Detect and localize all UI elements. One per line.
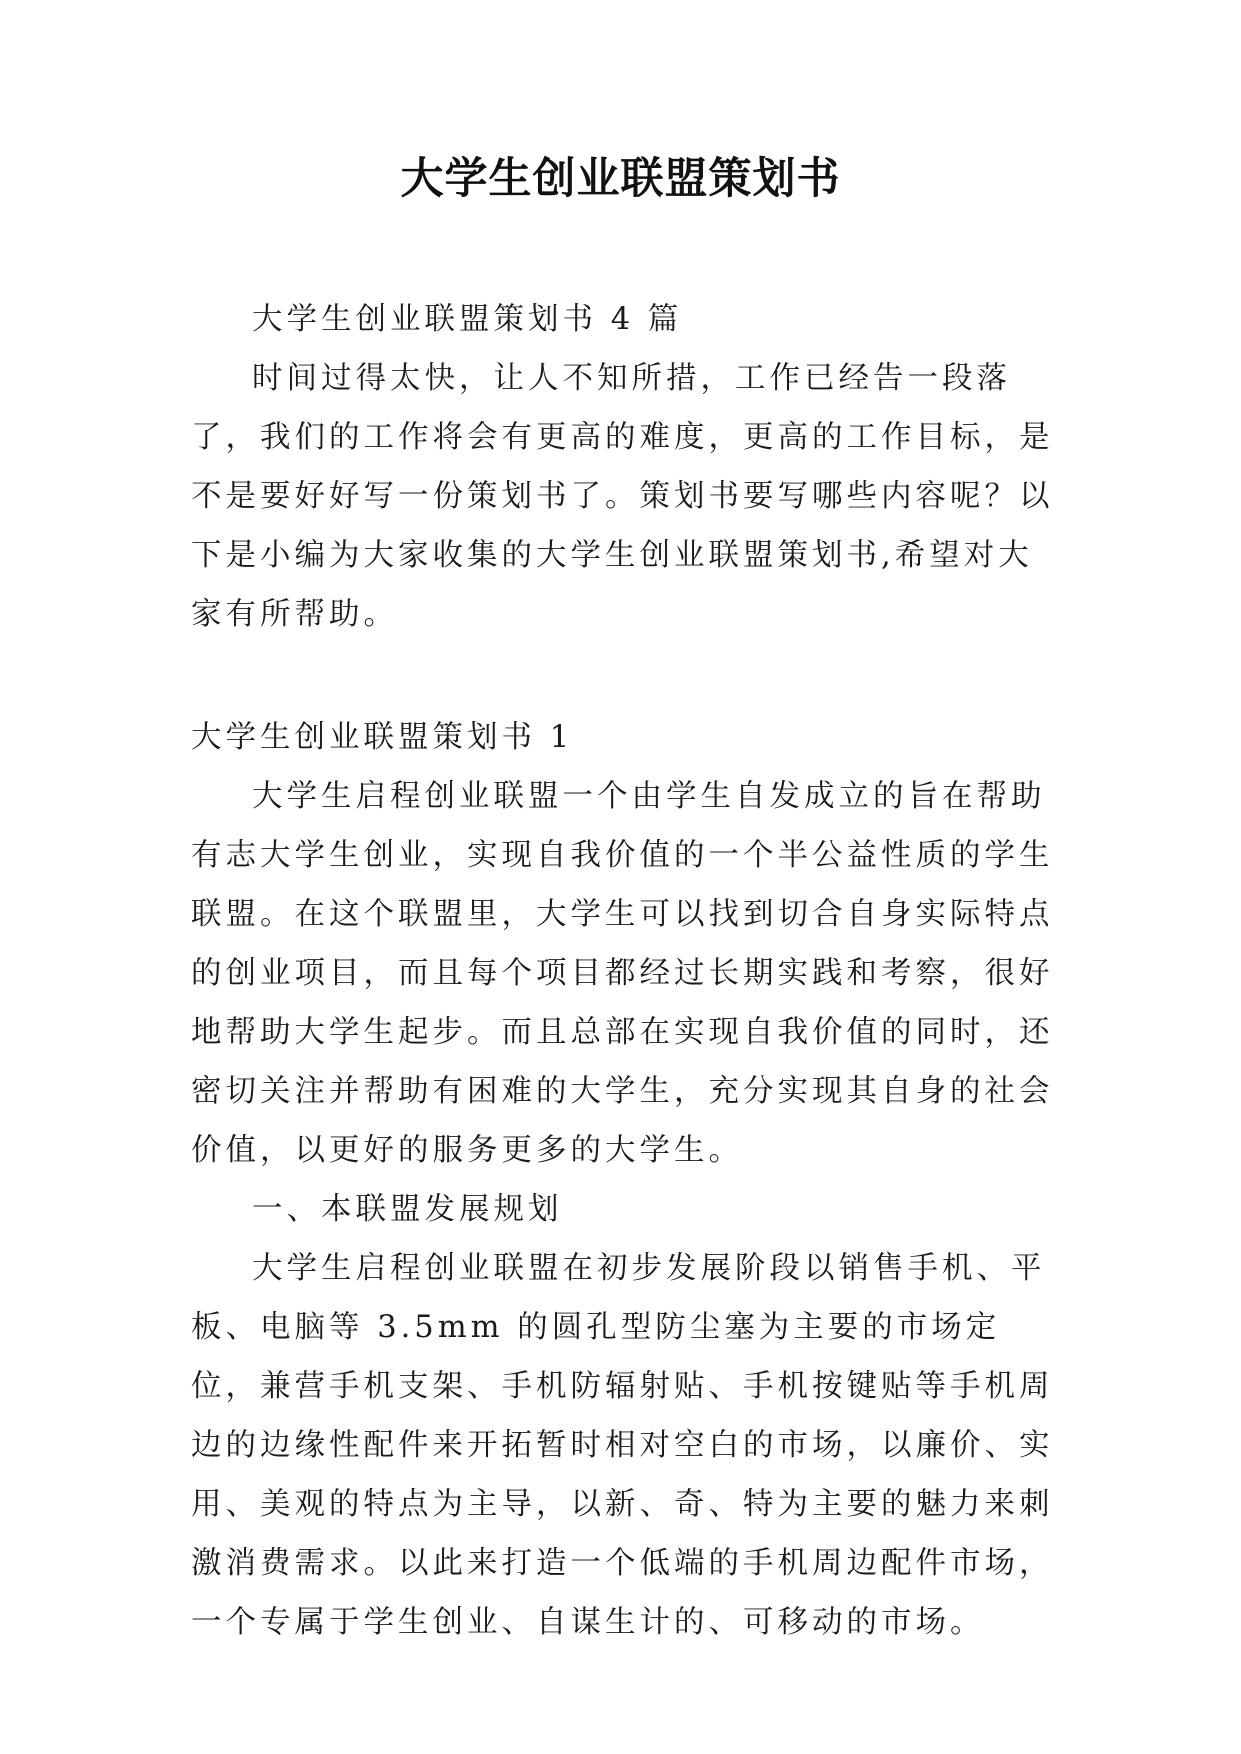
section-heading: 大学生创业联盟策划书 1	[191, 720, 574, 755]
document-subtitle: 大学生创业联盟策划书 4 篇	[252, 302, 683, 337]
intro-paragraph: 时间过得太快，让人不知所措，工作已经告一段落了，我们的工作将会有更高的难度，更高的工作目标，是不是要好好写一份策划书了。策划书要写哪些内容呢？以下是小编为大家收集的大学生创业联盟策划书,希望对大家有所帮助。	[191, 361, 1054, 632]
document-title: 大学生创业联盟策划书	[400, 154, 841, 204]
section-paragraph: 大学生启程创业联盟一个由学生自发成立的旨在帮助有志大学生创业，实现自我价值的一个半公益性质的学生联盟。在这个联盟里，大学生可以找到切合自身实际特点的创业项目，而且每个项目都经过长期实践和考察，很好地帮助大学生起步。而且总部在实现自我价值的同时，还密切关注并帮助有困难的大学生，充分实现其自身的社会价值，以更好的服务更多的大学生。	[191, 779, 1054, 1168]
document-body	[191, 290, 1061, 1652]
subsection-heading: 一、本联盟发展规划	[252, 1192, 563, 1227]
section-paragraph-2: 大学生启程创业联盟在初步发展阶段以销售手机、平板、电脑等 3.5mm 的圆孔型防尘塞为主要的市场定位，兼营手机支架、手机防辐射贴、手机按键贴等手机周边的边缘性配件来开拓暂时相对空白的市场，以廉价、实用、美观的特点为主导，以新、奇、特为主要的魅力来刺激消费需求。以此来打造一个低端的手机周边配件市场，一个专属于学生创业、自谋生计的、可移动的市场。	[191, 1251, 1054, 1640]
section-spacer	[191, 644, 1061, 708]
